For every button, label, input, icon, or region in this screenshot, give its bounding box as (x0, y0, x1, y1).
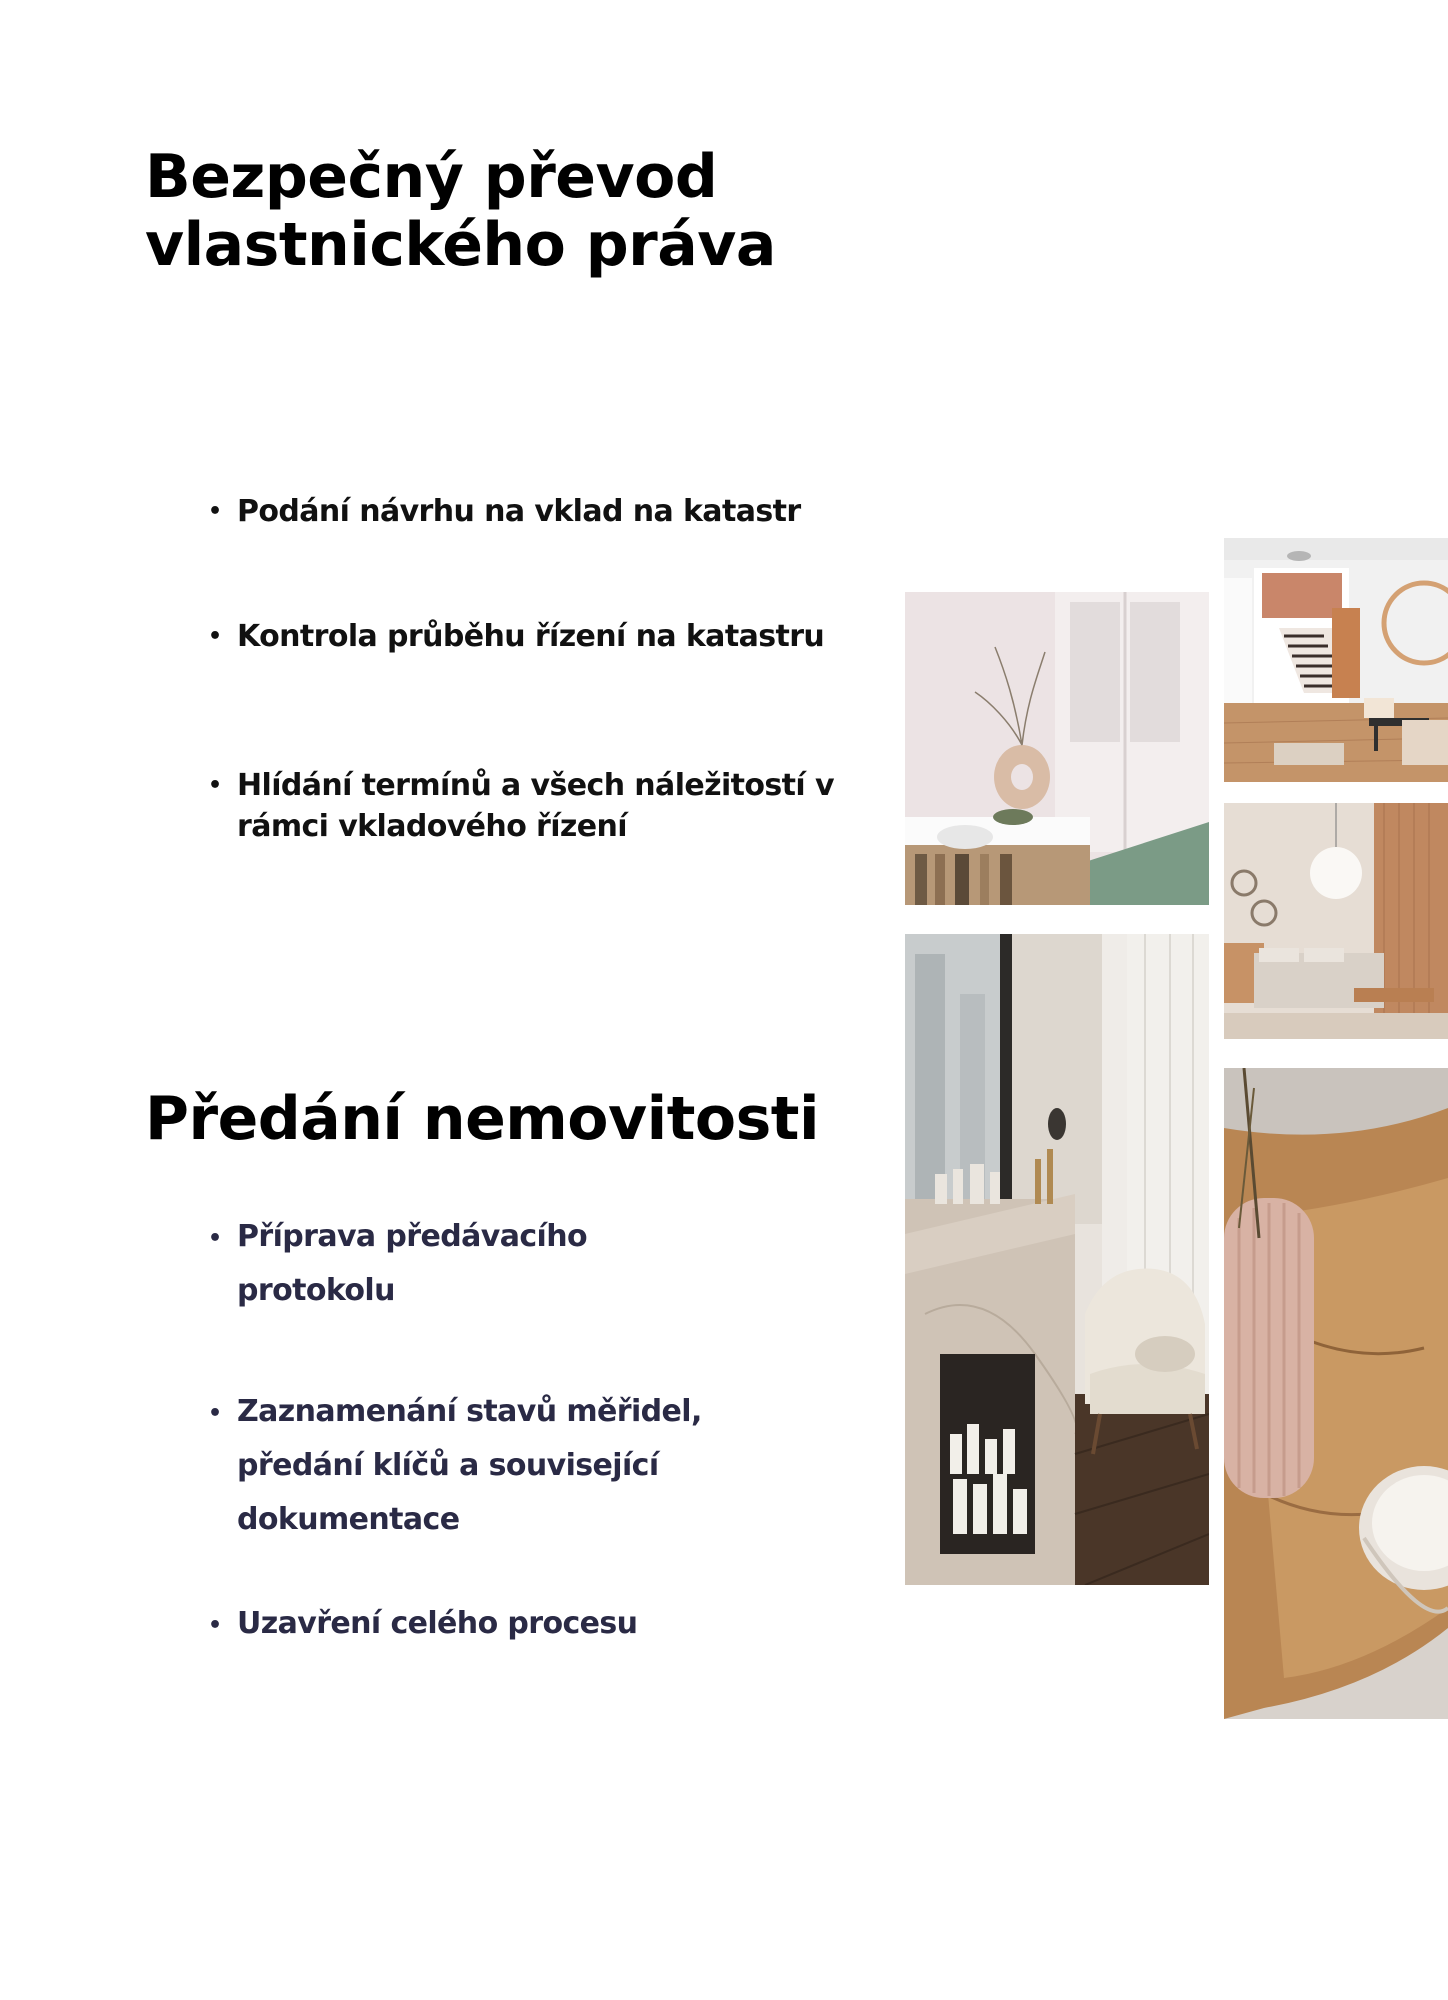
list-item-text-line1: Zaznamenání stavů měřidel, (237, 1394, 702, 1429)
section1-title (145, 143, 776, 279)
list-item-text: Uzavření celého procesu (237, 1606, 638, 1641)
list-item-text-line2: rámci vkladového řízení (237, 809, 627, 844)
list-item-text-line1: Hlídání termínů a všech náležitostí v (237, 768, 834, 803)
section2-title: Předání nemovitosti (145, 1084, 820, 1154)
interior-photo-candle-wood (1224, 1068, 1448, 1719)
list-item (237, 1210, 587, 1318)
list-item (237, 1385, 702, 1547)
list-item (237, 1597, 637, 1651)
interior-photo-shelf-vase (905, 592, 1209, 905)
interior-photo-bedroom (1224, 803, 1448, 1039)
list-item-text-line1: Příprava předávacího (237, 1219, 587, 1254)
list-item-text-line2: předání klíčů a související (237, 1448, 659, 1483)
list-item-text-line3: dokumentace (237, 1502, 460, 1537)
interior-photo-staircase (1224, 538, 1448, 782)
interior-photo-fireplace-armchair (905, 934, 1209, 1585)
section1-title-line1: Bezpečný převod (145, 142, 718, 212)
section1-title-line2: vlastnického práva (145, 210, 776, 280)
list-item (237, 765, 834, 847)
list-item (237, 616, 824, 657)
list-item-text: Kontrola průběhu řízení na katastru (237, 619, 825, 654)
list-item-text-line2: protokolu (237, 1273, 395, 1308)
list-item (237, 491, 801, 532)
list-item-text: Podání návrhu na vklad na katastr (237, 494, 801, 529)
